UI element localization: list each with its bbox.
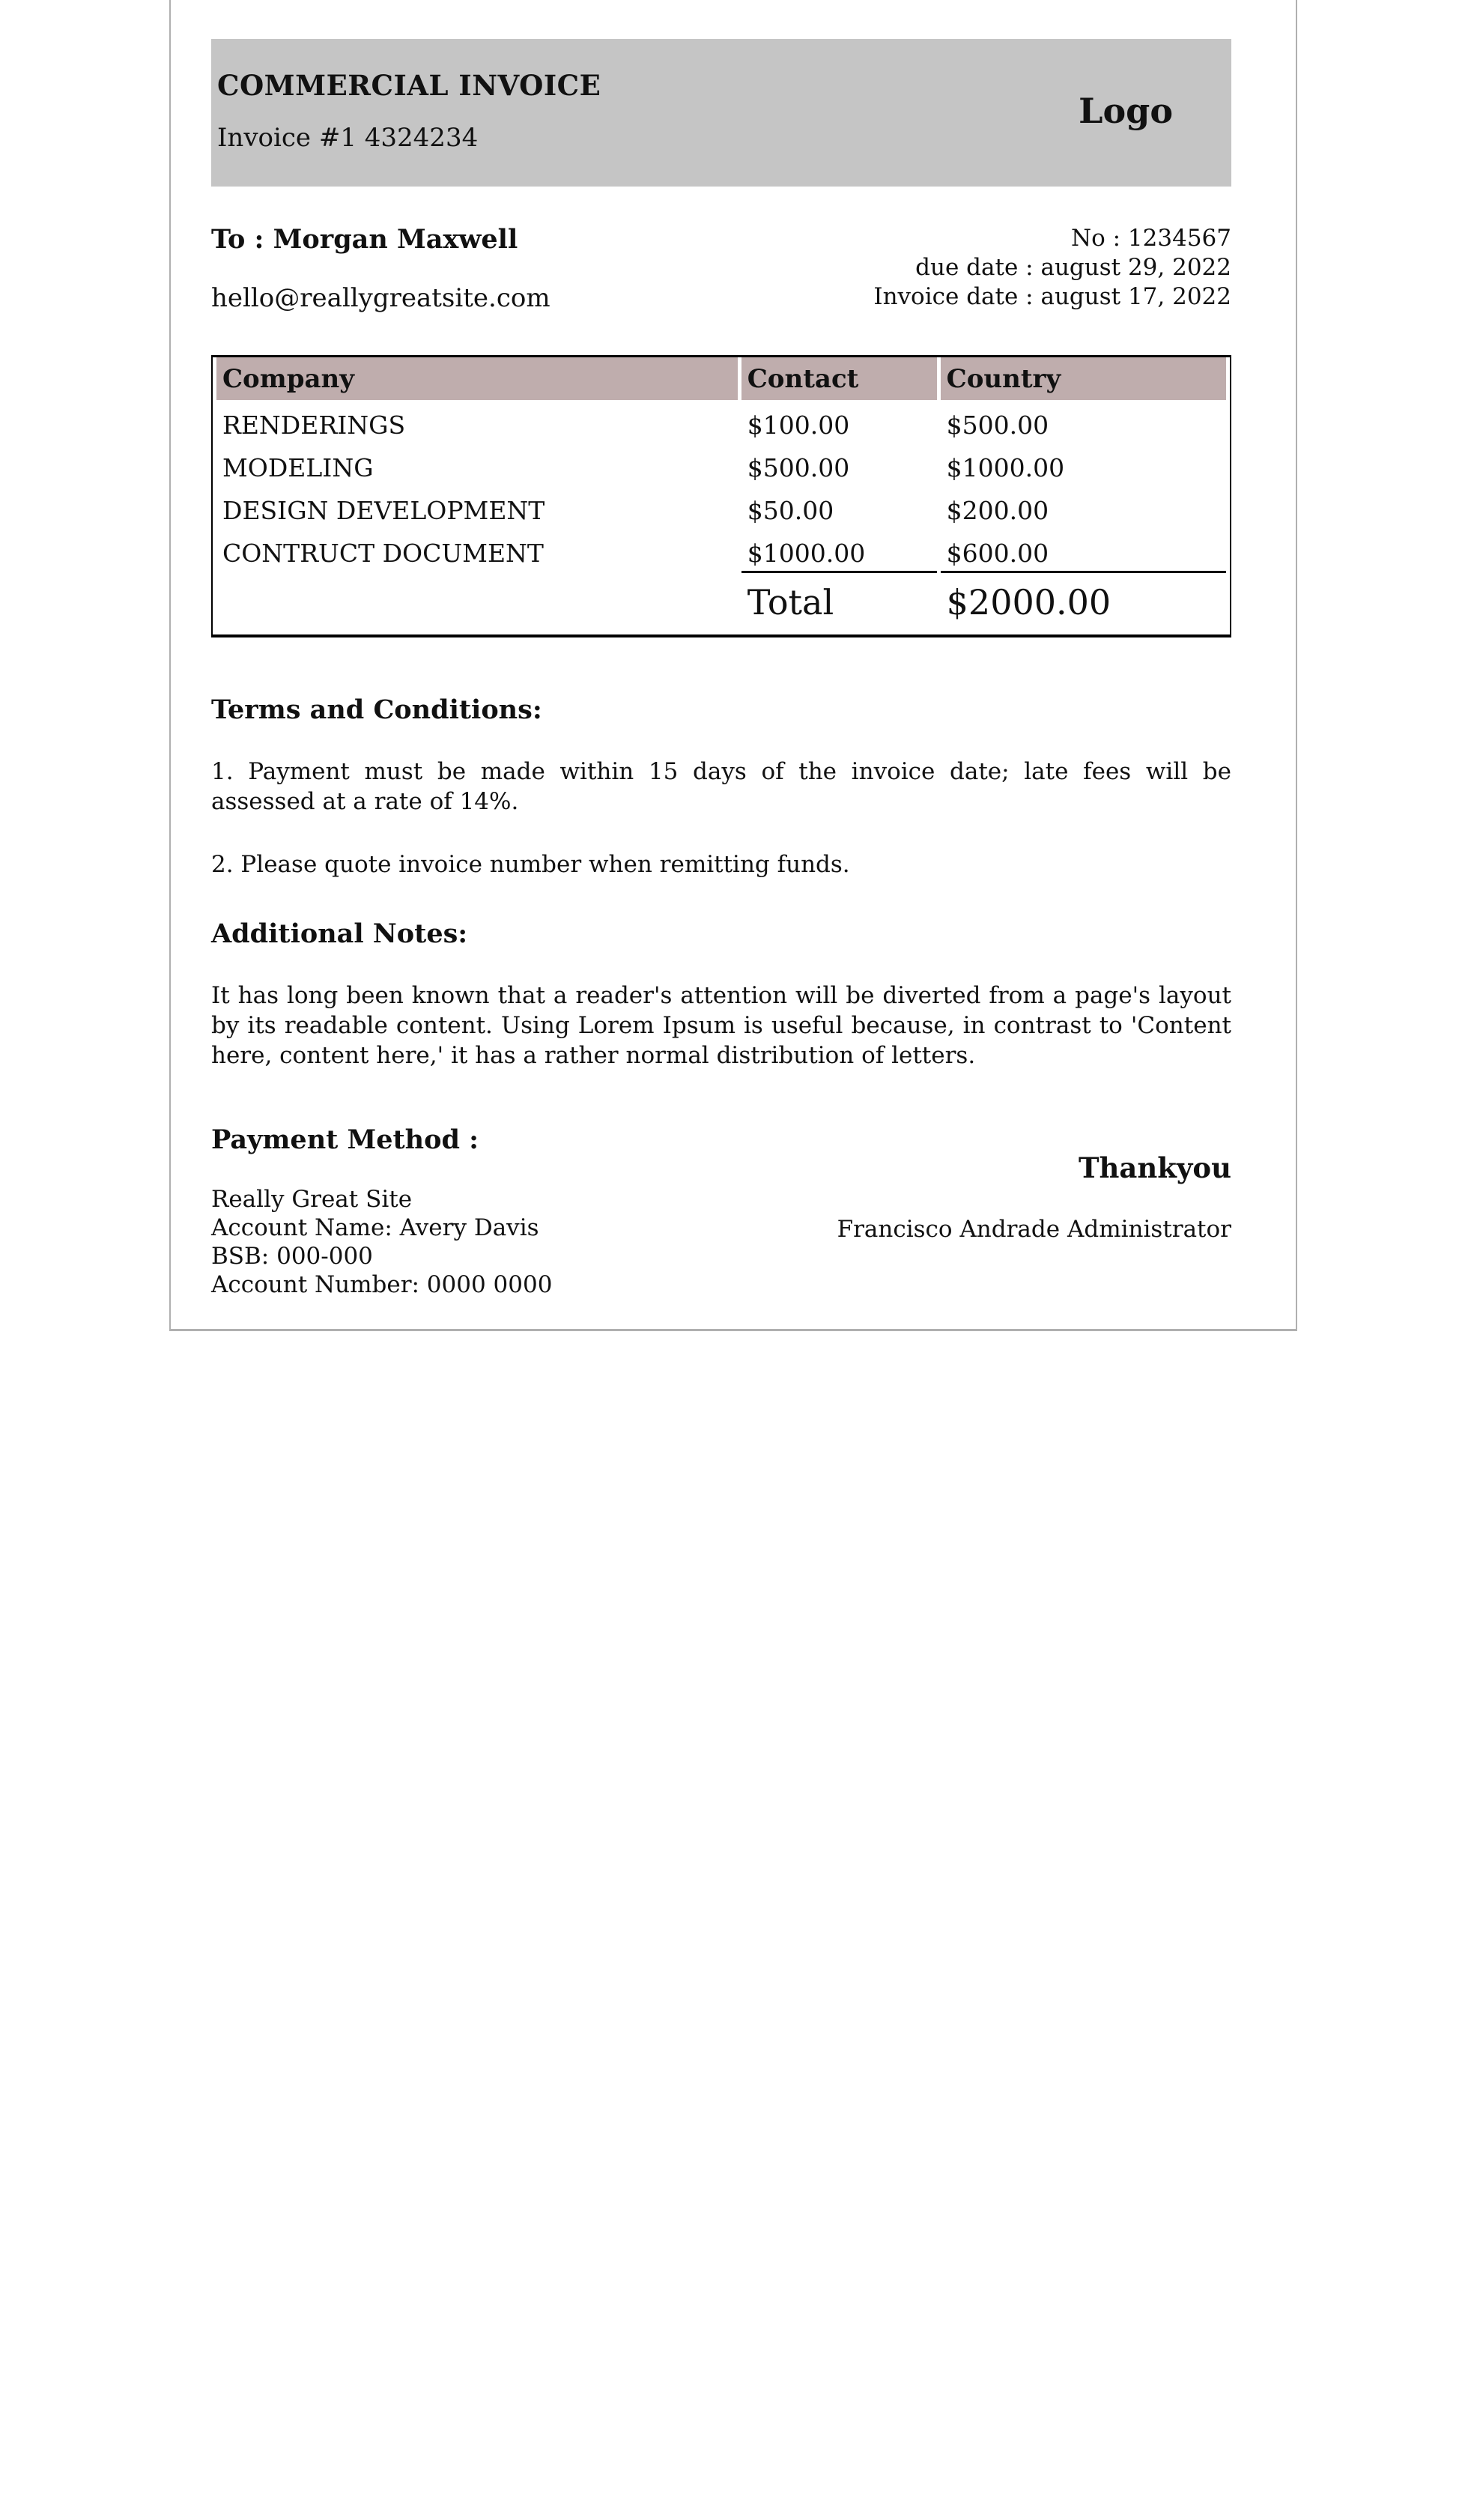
- column-header-country: Country: [941, 357, 1226, 400]
- terms-item-2: 2. Please quote invoice number when remitting funds.: [211, 851, 850, 878]
- payment-bsb: BSB: 000-000: [211, 1243, 373, 1270]
- item-country: $1000.00: [946, 453, 1065, 482]
- invoice-date: Invoice date : august 17, 2022: [873, 283, 1231, 310]
- payment-row: [211, 1124, 1231, 1299]
- item-country: $200.00: [946, 496, 1049, 525]
- thankyou-text: Thankyou: [1078, 1151, 1231, 1184]
- item-name: CONTRUCT DOCUMENT: [222, 539, 544, 568]
- item-country: $600.00: [946, 539, 1049, 568]
- items-table: [213, 357, 1230, 634]
- recipient-email: hello@reallygreatsite.com: [211, 283, 550, 313]
- signature-block: [837, 1124, 1231, 1299]
- notes-body: It has long been known that a reader's attention will be diverted from a page's layout by its readable content. Using Lorem Ipsum is useful because, in contrast to 'Content here, content here,' it has a rather normal distribution of letters.: [211, 982, 1231, 1069]
- payment-block: [211, 1124, 552, 1299]
- payment-site: Really Great Site: [211, 1186, 413, 1213]
- total-value: $2000.00: [941, 571, 1226, 634]
- invoice-meta-block: [873, 224, 1231, 313]
- table-row: [216, 528, 1226, 571]
- total-row: [216, 571, 1226, 634]
- table-header-row: [216, 357, 1226, 400]
- recipient-block: [211, 224, 550, 313]
- item-contact: $100.00: [747, 411, 850, 440]
- column-header-company: Company: [216, 357, 738, 400]
- table-row: [216, 485, 1226, 528]
- column-header-contact: Contact: [741, 357, 937, 400]
- payment-account-number: Account Number: 0000 0000: [211, 1271, 553, 1298]
- terms-heading: Terms and Conditions:: [211, 694, 542, 725]
- item-name: RENDERINGS: [222, 411, 406, 440]
- due-date: due date : august 29, 2022: [915, 254, 1231, 281]
- items-table-frame: [211, 355, 1231, 637]
- item-contact: $50.00: [747, 496, 834, 525]
- header-bar: [211, 39, 1231, 187]
- invoice-no: No : 1234567: [1070, 225, 1231, 252]
- item-name: DESIGN DEVELOPMENT: [222, 496, 545, 525]
- invoice-document: [169, 0, 1297, 1331]
- item-country: $500.00: [946, 411, 1049, 440]
- header-left-block: [217, 39, 601, 187]
- payment-account-name: Account Name: Avery Davis: [211, 1214, 539, 1241]
- notes-heading: Additional Notes:: [211, 918, 468, 949]
- administrator-name: Francisco Andrade Administrator: [837, 1216, 1231, 1243]
- total-spacer: [216, 571, 738, 634]
- item-contact: $1000.00: [747, 539, 866, 568]
- invoice-number: Invoice #1 4324234: [217, 123, 479, 153]
- terms-item-1: 1. Payment must be made within 15 days of the invoice date; late fees will be assessed at a rate of 14%.: [211, 758, 1231, 815]
- total-label: Total: [741, 571, 937, 634]
- payment-heading: Payment Method :: [211, 1124, 479, 1155]
- recipient-name: To : Morgan Maxwell: [211, 224, 518, 255]
- item-name: MODELING: [222, 453, 374, 482]
- billing-row: [211, 224, 1231, 313]
- table-row: [216, 400, 1226, 443]
- payment-details: [211, 1185, 552, 1299]
- item-contact: $500.00: [747, 453, 850, 482]
- logo-text: Logo: [1079, 90, 1173, 131]
- invoice-title: COMMERCIAL INVOICE: [217, 69, 601, 102]
- table-row: [216, 443, 1226, 485]
